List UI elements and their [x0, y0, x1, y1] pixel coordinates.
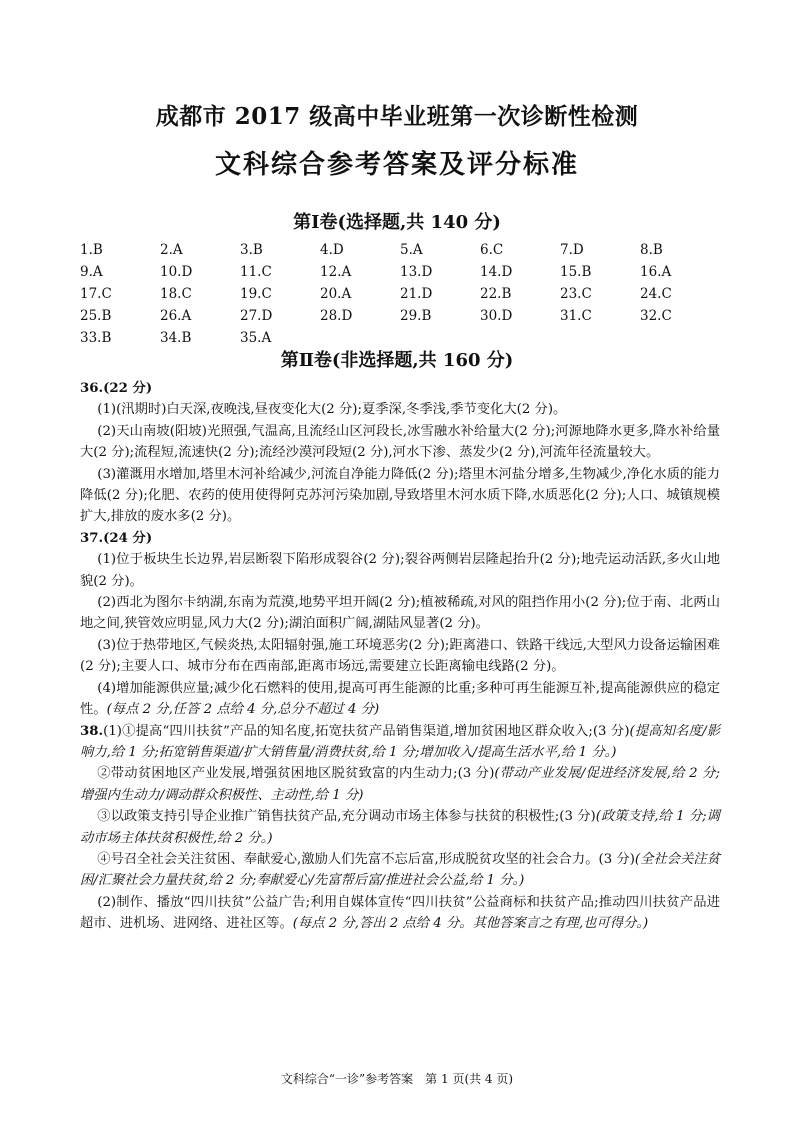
page-footer: 文科综合“一诊”参考答案 第 1 页(共 4 页) [280, 1072, 514, 1086]
answer-item: 7.D [560, 242, 584, 258]
q37-answer-3: (3)位于热带地区,气候炎热,太阳辐射强,施工环境恶劣(2 分);距离港口、铁路干线远,大型风力设备运输困难(2 分);主要人口、城市分布在西南部,距离市场远,需要建立长距离输电线路(2 分)。 [80, 637, 720, 675]
answer-text: ④号召全社会关注贫困、奉献爱心,激励人们先富不忘后富,形成脱贫攻坚的社会合力。(3 分) [97, 851, 635, 867]
answer-item: 4.D [320, 242, 344, 258]
answer-item: 35.A [240, 330, 272, 346]
answer-item: 29.B [400, 308, 432, 324]
answer-item: 25.B [80, 308, 112, 324]
answer-item: 11.C [240, 264, 272, 280]
answer-item: 6.C [480, 242, 504, 258]
q36-answer-2: (2)天山南坡(阳坡)光照强,气温高,且流经山区河段长,冰雪融水补给量大(2 分);河源地降水更多,降水补给量大(2 分);流程短,流速快(2 分);流经沙漠河段短(2 分),河水下渗、蒸发少(2 分),河流年径流量较大。 [80, 423, 720, 461]
answer-item: 8.B [640, 242, 663, 258]
part1-heading: 第Ⅰ卷(选择题,共 140 分) [293, 212, 501, 233]
answer-item: 16.A [640, 264, 672, 280]
answer-item: 23.C [560, 286, 592, 302]
scoring-note: (提高知名度/影响力,给 1 分;拓宽销售渠道/扩大销售量/消费扶贫,给 1 分;增加收入/提高生活水平,给 1 分。) [80, 723, 720, 760]
answer-text: (4)增加能源供应量;减少化石燃料的使用,提高可再生能源的比重;多种可再生能源互补,提高能源供应的稳定性。 [80, 680, 720, 718]
answer-item: 15.B [560, 264, 592, 280]
scoring-note: (带动产业发展/促进经济发展,给 2 分;增强内生动力/调动群众积极性、主动性,给 1 分) [80, 766, 720, 803]
answer-text: ②带动贫困地区产业发展,增强贫困地区脱贫致富的内生动力;(3 分) [97, 766, 495, 782]
q36-heading: 36.(22 分) [80, 381, 153, 396]
choice-answers-grid [80, 242, 720, 347]
q38-heading: 38. [80, 723, 104, 739]
part2-body [80, 378, 720, 935]
q38-answer-1 [80, 721, 720, 764]
answer-item: 19.C [240, 286, 272, 302]
answer-item: 32.C [640, 308, 672, 324]
answer-item: 24.C [640, 286, 672, 302]
q38-answer-2 [80, 763, 720, 806]
answer-item: 30.D [480, 308, 513, 324]
answer-item: 27.D [240, 308, 273, 324]
q36-answer-1: (1)(汛期时)白天深,夜晚浅,昼夜变化大(2 分);夏季深,冬季浅,季节变化大(2 分)。 [97, 402, 567, 418]
answer-item: 31.C [560, 308, 592, 324]
answer-item: 9.A [80, 264, 103, 280]
answer-item: 21.D [400, 286, 433, 302]
scoring-note: (政策支持,给 1 分;调动市场主体扶贫积极性,给 2 分。) [80, 809, 720, 846]
answer-item: 1.B [80, 242, 103, 258]
q36-answer-3: (3)灌溉用水增加,塔里木河补给减少,河流自净能力降低(2 分);塔里木河盐分增多,生物减少,净化水质的能力降低(2 分);化肥、农药的使用使得阿克苏河污染加剧,导致塔里木河水质下降,水质恶化(2 分);人口、城镇规模扩大,排放的废水多(2 分)。 [80, 466, 720, 525]
answer-item: 26.A [160, 308, 192, 324]
q37-answer-2: (2)西北为图尔卡纳湖,东南为荒漠,地势平坦开阔(2 分);植被稀疏,对风的阻挡作用小(2 分);位于南、北两山地之间,狭管效应明显,风力大(2 分);湖泊面积广阔,湖陆风显著(2 分)。 [80, 595, 720, 632]
answer-item: 12.A [320, 264, 352, 280]
answer-item: 17.C [80, 286, 112, 302]
q38-answer-4 [80, 849, 720, 892]
q38-answer-5 [80, 892, 720, 935]
scoring-note: (全社会关注贫困/汇聚社会力量扶贫,给 2 分;奉献爱心/先富帮后富/推进社会公益,给 1 分。) [80, 851, 721, 889]
answer-item: 33.B [80, 330, 112, 346]
answer-item: 3.B [240, 242, 263, 258]
answer-item: 22.B [480, 286, 512, 302]
scoring-note: (每点 2 分,答出 2 点给 4 分。其他答案言之有理,也可得分。) [292, 916, 649, 932]
q37-answer-4 [80, 678, 720, 721]
part2-heading: 第Ⅱ卷(非选择题,共 160 分) [280, 350, 514, 371]
answer-item: 2.A [160, 242, 183, 258]
q37-answer-1: (1)位于板块生长边界,岩层断裂下陷形成裂谷(2 分);裂谷两侧岩层隆起抬升(2 分);地壳运动活跃,多火山地貌(2 分)。 [80, 552, 720, 589]
answer-item: 34.B [160, 330, 192, 346]
answer-item: 5.A [400, 242, 423, 258]
answer-item: 13.D [400, 264, 433, 280]
answer-text: ③以政策支持引导企业推广销售扶贫产品,充分调动市场主体参与扶贫的积极性;(3 分) [97, 809, 596, 825]
document-subtitle: 文科综合参考答案及评分标准 [214, 150, 579, 180]
q38-answer-3 [80, 806, 720, 849]
exam-title: 成都市 2017 级高中毕业班第一次诊断性检测 [155, 103, 639, 130]
answer-text: (1)①提高“四川扶贫”产品的知名度,拓宽扶贫产品销售渠道,增加贫困地区群众收入;(3 分) [103, 723, 630, 739]
answer-item: 10.D [160, 264, 193, 280]
answer-text: (2)制作、播放“四川扶贫”公益广告;利用自媒体宣传“四川扶贫”公益商标和扶贫产品;推动四川扶贫产品进超市、进机场、进网络、进社区等。 [80, 894, 720, 932]
scoring-note: (每点 2 分,任答 2 点给 4 分,总分不超过 4 分) [106, 702, 380, 718]
answer-item: 18.C [160, 286, 192, 302]
q37-heading: 37.(24 分) [80, 530, 153, 546]
answer-item: 14.D [480, 264, 513, 280]
answer-item: 20.A [320, 286, 352, 302]
answer-item: 28.D [320, 308, 353, 324]
